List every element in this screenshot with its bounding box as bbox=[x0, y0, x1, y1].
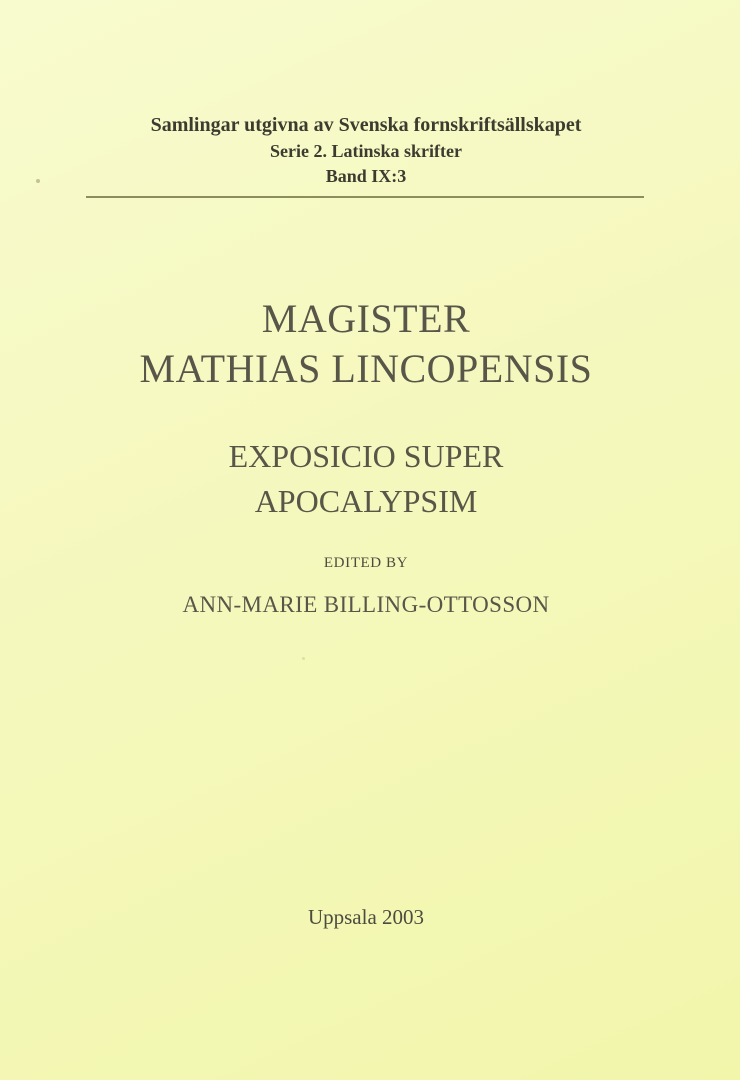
series-subtitle: Serie 2. Latinska skrifter bbox=[270, 141, 462, 161]
edited-by-label: EDITED BY bbox=[323, 555, 409, 571]
scan-speck bbox=[36, 179, 40, 183]
series-divider-rule bbox=[86, 196, 644, 198]
book-title-line2: MATHIAS LINCOPENSIS bbox=[139, 346, 593, 391]
scan-speck bbox=[302, 657, 305, 660]
editor-name: ANN-MARIE BILLING-OTTOSSON bbox=[182, 592, 550, 617]
book-subtitle-line1: EXPOSICIO SUPER bbox=[228, 438, 504, 474]
book-subtitle-line2: APOCALYPSIM bbox=[254, 483, 478, 519]
series-title: Samlingar utgivna av Svenska fornskriftsällskapet bbox=[150, 114, 582, 136]
series-volume: Band IX:3 bbox=[325, 166, 407, 186]
imprint-place-year: Uppsala 2003 bbox=[307, 905, 425, 929]
book-title-line1: MAGISTER bbox=[261, 296, 471, 341]
